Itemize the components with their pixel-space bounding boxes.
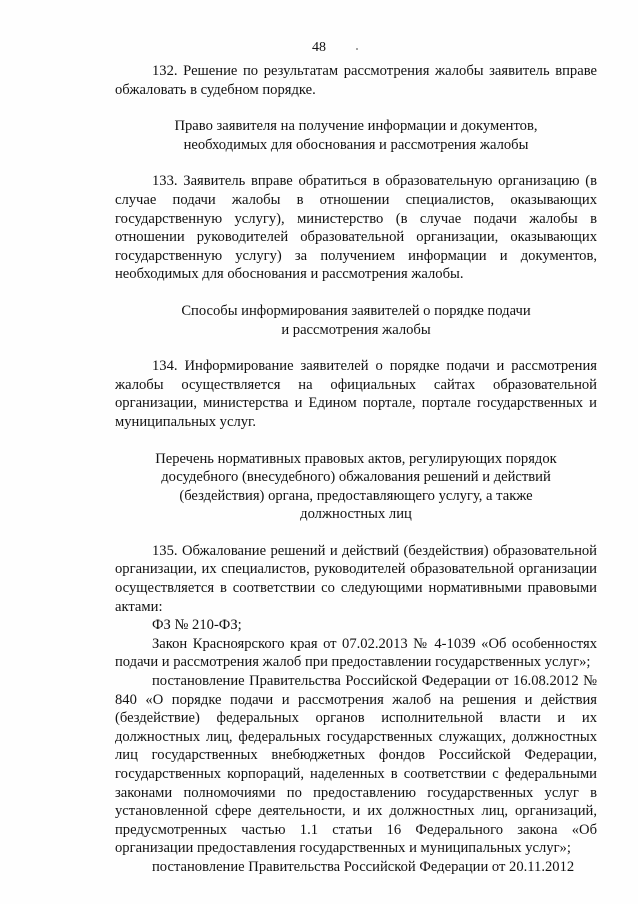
heading-line: (бездействия) органа, предоставляющего услугу, а также bbox=[179, 487, 533, 504]
heading-line: необходимых для обоснования и рассмотрения жалобы bbox=[183, 136, 529, 153]
legal-act-item: ФЗ № 210-ФЗ; bbox=[152, 617, 242, 634]
heading-line: и рассмотрения жалобы bbox=[281, 321, 431, 338]
heading-line: досудебного (внесудебного) обжалования решений и действий bbox=[161, 469, 551, 486]
paragraph-135: 135. Обжалование решений и действий (бездействия) образовательной организации, их специалистов, руководителей образовательной организации осуществляется в соответствии со следующими нормативными правовыми актами: bbox=[115, 542, 597, 615]
section-heading-right-to-information bbox=[115, 117, 597, 154]
document-body bbox=[115, 62, 597, 877]
heading-line: Перечень нормативных правовых актов, регулирующих порядок bbox=[155, 450, 557, 467]
page-number: 48 bbox=[312, 40, 326, 55]
heading-line: должностных лиц bbox=[300, 506, 412, 523]
paragraph-132: 132. Решение по результатам рассмотрения жалобы заявитель вправе обжаловать в судебном порядке. bbox=[115, 63, 597, 98]
legal-act-item: постановление Правительства Российской Федерации от 16.08.2012 № 840 «О порядке подачи и рассмотрения жалоб на решения и действия (бездействие) федеральных органов исполнительной власти и их должностных лиц, федеральных государственных служащих, должностных лиц государственных внебюджетных фондов Российской Федерации, государственных корпораций, наделенных в соответствии с федеральными законами полномочиями по предоставлению государственных услуг в установленной сфере деятельности, и их должностных лиц, организаций, предусмотренных частью 1.1 статьи 16 Федерального закона «Об организации предоставления государственных и муниципальных услуг»; bbox=[115, 673, 597, 857]
legal-act-item: Закон Красноярского края от 07.02.2013 № 4-1039 «Об особенностях подачи и рассмотрения жалоб при предоставлении государственных услуг»; bbox=[115, 635, 597, 671]
section-heading-legal-acts bbox=[115, 450, 597, 524]
paragraph-133: 133. Заявитель вправе обратиться в образовательную организацию (в случае подачи жалобы в отношении специалистов, оказывающих государственную услугу), министерство (в случае подачи жалобы в отношении руководителей образовательной организации, оказывающих государственную услугу) за получением информации и документов, необходимых для обоснования и рассмотрения жалобы. bbox=[115, 173, 597, 283]
heading-line: Право заявителя на получение информации и документов, bbox=[174, 118, 538, 135]
scan-artifact bbox=[356, 48, 358, 50]
heading-line: Способы информирования заявителей о порядке подачи bbox=[181, 302, 531, 319]
legal-act-item: постановление Правительства Российской Федерации от 20.11.2012 bbox=[152, 858, 575, 875]
paragraph-134: 134. Информирование заявителей о порядке подачи и рассмотрения жалобы осуществляется на официальных сайтах образовательной организации, министерства и Едином портале, портале государственных и муниципальных услуг. bbox=[115, 358, 597, 430]
section-heading-informing-methods bbox=[115, 302, 597, 339]
